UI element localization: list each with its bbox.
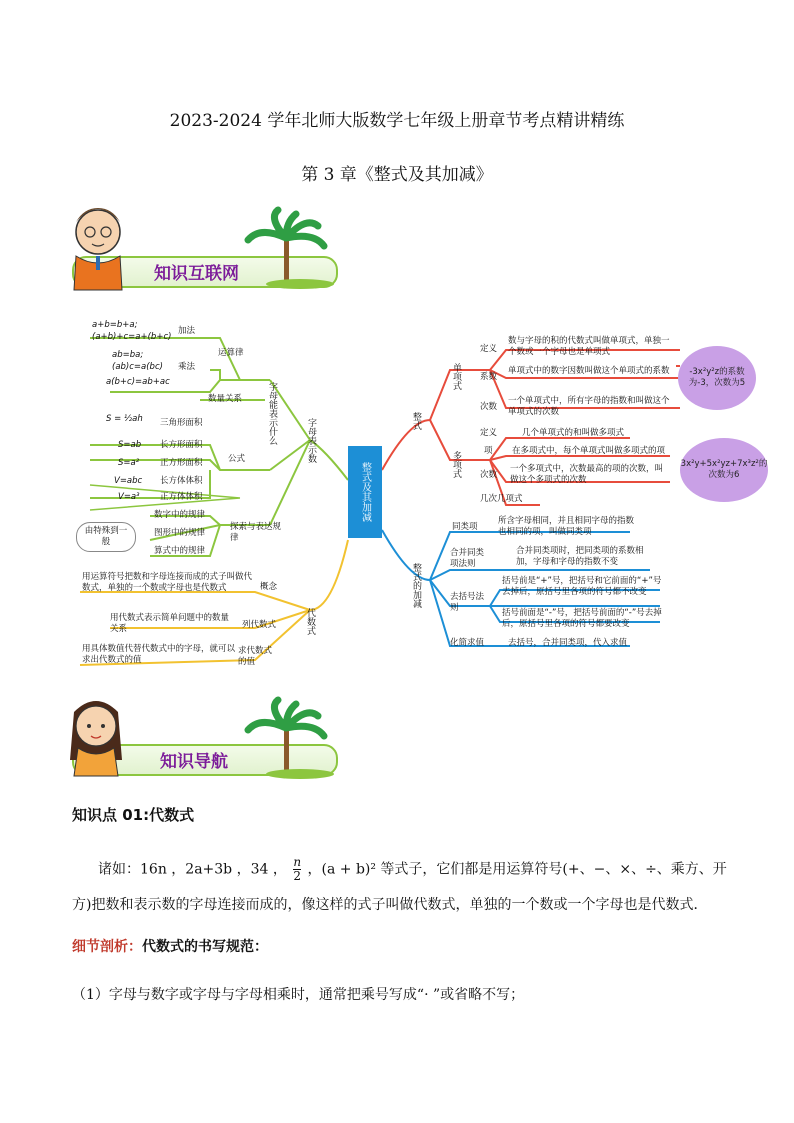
formula-square: S=a² — [118, 458, 140, 468]
branch-add-subtract: 整式的加减 — [411, 562, 421, 608]
polynomial-degree: 一个多项式中，次数最高的项的次数，叫做这个多项式的次数 — [510, 464, 664, 485]
detail-line — [72, 936, 268, 956]
formula-mul-1: ab=ba; — [112, 350, 144, 360]
polynomial-term-label: 项 — [484, 446, 493, 456]
polynomial-degree-label: 次数 — [480, 470, 498, 480]
detail-text: 代数式的书写规范： — [142, 939, 268, 955]
section-heading: 知识点 01:代数式 — [72, 806, 195, 824]
label-square-area: 正方形面积 — [160, 458, 203, 468]
node-like-terms: 同类项 — [452, 522, 478, 532]
fraction-numerator: n — [293, 855, 302, 869]
branch-letters-as-numbers: 字母表示数 — [306, 417, 316, 463]
banner-label: 知识互联网 — [154, 264, 239, 284]
formula-add-1: a+b=b+a; — [92, 320, 138, 330]
branch-polynomial-expressions: 整式 — [411, 412, 421, 430]
monomial-definition: 数与字母的积的代数式叫做单项式，单独一个数或一个字母也是单项式 — [508, 336, 670, 357]
label-cube-volume: 正方体体积 — [160, 492, 203, 502]
like-terms-description: 所含字母相同，并且相同字母的指数也相同的项，叫做同类项 — [498, 516, 635, 537]
formula-triangle: S = ½ah — [106, 414, 143, 424]
banner-label-2: 知识导航 — [160, 752, 228, 772]
node-formulas: 公式 — [228, 454, 246, 464]
example-cloud-monomial: -3x²y²z的系数为-3，次数为5 — [678, 346, 756, 410]
node-explore-patterns: 探索与表达规律 — [230, 522, 282, 543]
pattern-numbers: 数字中的规律 — [154, 510, 206, 520]
p1-part-b: ，(a + b)² 等式子，它们都是用运算符号(+、−、×、÷、乘方、开 — [307, 861, 727, 878]
monomial-coefficient: 单项式中的数字因数叫做这个单项式的系数 — [508, 366, 670, 376]
p1-part-a: 诸如：16n ，2a+3b ，34 ， — [98, 861, 287, 878]
formula-cuboid: V=abc — [114, 476, 143, 486]
mind-map-center: 整式及其加减 — [348, 446, 382, 538]
node-quantity-relation: 数量关系 — [208, 394, 243, 404]
fraction-n-over-2 — [293, 856, 301, 883]
bracket-rule-plus: 括号前是“+”号，把括号和它前面的“+”号去掉后，原括号里各项的符号都不改变 — [502, 576, 662, 597]
write-expression-description: 用代数式表示简单问题中的数量关系 — [110, 613, 230, 634]
monomial-degree: 一个单项式中，所有字母的指数和叫做这个单项式的次数 — [508, 396, 670, 417]
node-evaluate-expression: 求代数式的值 — [238, 646, 273, 667]
branch-algebraic-expression: 代数式 — [305, 607, 315, 635]
node-concept: 概念 — [260, 582, 278, 592]
formula-cube: V=a³ — [118, 492, 140, 502]
polynomial-definition-label: 定义 — [480, 428, 498, 438]
polynomial-term: 在多项式中，每个单项式叫做多项式的项 — [512, 446, 666, 456]
bracket-rule-minus: 括号前面是“-”号，把括号前面的“-”号去掉后，原括号里各项的符号都要改变 — [502, 608, 662, 629]
doc-subtitle: 第 3 章《整式及其加减》 — [301, 165, 493, 185]
monomial-definition-label: 定义 — [480, 344, 498, 354]
formula-add-2: (a+b)+c=a+(b+c) — [92, 332, 172, 342]
node-monomial: 单项式 — [451, 362, 461, 390]
simplify-description: 去括号，合并同类项，代入求值 — [508, 638, 628, 648]
node-operation-laws: 运算律 — [218, 348, 244, 358]
branch-what-letters-represent: 字母能表示什么 — [267, 381, 277, 445]
node-simplify-evaluate: 化简求值 — [450, 638, 485, 648]
pattern-equations: 算式中的规律 — [154, 546, 206, 556]
label-triangle-area: 三角形面积 — [160, 418, 203, 428]
evaluate-description: 用具体数值代替代数式中的字母，就可以求出代数式的值 — [82, 644, 236, 665]
doc-title: 2023-2024 学年北师大版数学七年级上册章节考点精讲精练 — [169, 111, 625, 131]
detail-label: 细节剖析： — [72, 939, 142, 955]
node-multiplication: 乘法 — [178, 362, 196, 372]
node-remove-brackets: 去括号法则 — [450, 592, 485, 613]
paragraph-line-1 — [98, 856, 727, 883]
concept-description: 用运算符号把数和字母连接而成的式子叫做代数式，单独的一个数或字母也是代数式 — [82, 572, 253, 593]
node-addition: 加法 — [178, 326, 196, 336]
label-cuboid-volume: 长方体体积 — [160, 476, 203, 486]
polynomial-definition: 几个单项式的和叫做多项式 — [522, 428, 625, 438]
monomial-degree-label: 次数 — [480, 402, 498, 412]
example-cloud-polynomial: 3x²y+5x²yz+7x³z²的次数为6 — [680, 438, 768, 502]
pattern-figures: 图形中的规律 — [154, 528, 206, 538]
label-rectangle-area: 长方形面积 — [160, 440, 203, 450]
special-to-general-oval: 由特殊到一般 — [76, 522, 136, 552]
combine-description: 合并同类项时，把同类项的系数相加，字母和字母的指数不变 — [516, 546, 644, 567]
rule-item-1: （1）字母与数字或字母与字母相乘时，通常把乘号写成“· ”或省略不写； — [72, 987, 525, 1003]
formula-rectangle: S=ab — [118, 440, 142, 450]
monomial-coefficient-label: 系数 — [480, 372, 498, 382]
node-nth-degree-polynomial: 几次几项式 — [480, 494, 523, 504]
node-combine-like-terms: 合并同类项法则 — [450, 548, 485, 569]
fraction-denominator: 2 — [293, 869, 301, 883]
paragraph-line-2: 方)把数和表示数的字母连接而成的，像这样的式子叫做代数式，单独的一个数或一个字母也是代数式． — [72, 897, 708, 913]
node-write-expression: 列代数式 — [242, 620, 277, 630]
formula-mul-2: (ab)c=a(bc) — [112, 362, 163, 372]
formula-mul-3: a(b+c)=ab+ac — [106, 377, 170, 387]
node-polynomial: 多项式 — [451, 450, 461, 478]
